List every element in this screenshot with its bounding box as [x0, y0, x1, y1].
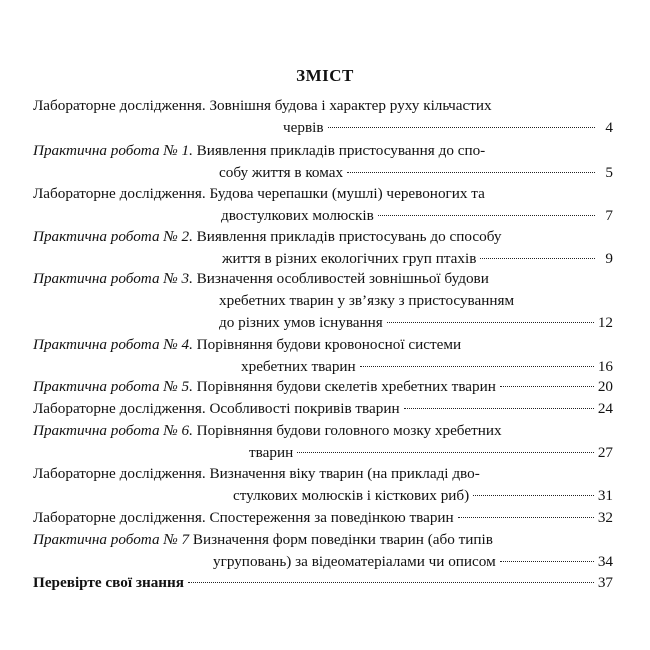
- toc-entry[interactable]: [33, 226, 613, 270]
- toc-entry-line: [33, 117, 613, 139]
- toc-entry[interactable]: [33, 376, 613, 398]
- toc-entry-label: Лабораторне дослідження.: [33, 465, 206, 482]
- toc-entry-line: [33, 290, 613, 312]
- toc-entry[interactable]: [33, 140, 613, 184]
- page-number: 12: [597, 314, 613, 331]
- toc-entry-text: Визначення особливостей зовнішньої будови: [196, 270, 489, 287]
- dot-leader: [387, 322, 594, 323]
- toc-entry-label: Лабораторне дослідження.: [33, 97, 206, 114]
- toc-entry-line: [33, 463, 613, 485]
- toc-entry-line: [33, 334, 613, 356]
- dot-leader: [347, 172, 595, 173]
- toc-entry-text: двостулкових молюсків: [221, 207, 374, 224]
- toc-entry-text: Порівняння будови головного мозку хребетних: [196, 422, 502, 439]
- dot-leader: [500, 386, 594, 387]
- toc-entry[interactable]: [33, 268, 613, 334]
- toc-entry-text: до різних умов існування: [219, 314, 383, 331]
- toc-entry-line: [33, 529, 613, 551]
- toc-entry-line: [33, 226, 613, 248]
- dot-leader: [404, 408, 594, 409]
- toc-entry[interactable]: [33, 334, 613, 378]
- dot-leader: [480, 258, 595, 259]
- toc-entry-line: [33, 485, 613, 507]
- toc-entry-line: [33, 312, 613, 334]
- toc-entry-text: стулкових молюсків і кісткових риб): [233, 487, 470, 504]
- page-number: 27: [597, 444, 613, 461]
- toc-entry-line: [33, 140, 613, 162]
- toc-entry-text: Визначення віку тварин (на прикладі дво-: [209, 465, 480, 482]
- page-number: 16: [597, 358, 613, 375]
- page-title: ЗМІСТ: [296, 66, 354, 85]
- toc-entry[interactable]: [33, 507, 613, 529]
- toc-entry-label: Практична робота № 3.: [33, 270, 193, 287]
- dot-leader: [500, 561, 594, 562]
- page-number: 31: [597, 487, 613, 504]
- toc-entry-line: [33, 507, 613, 529]
- toc-entry-line: [33, 248, 613, 270]
- toc-entry-line: [33, 95, 613, 117]
- page-number: 32: [597, 509, 613, 526]
- page-number: 4: [605, 119, 613, 136]
- toc-entry-label: Практична робота № 4.: [33, 336, 193, 353]
- dot-leader: [378, 215, 595, 216]
- page-number: 20: [597, 378, 613, 395]
- dot-leader: [473, 495, 594, 496]
- toc-entry-text: Порівняння будови скелетів хребетних тварин: [196, 378, 496, 395]
- page-number: 37: [597, 574, 613, 591]
- toc-entry-text: Виявлення прикладів пристосування до спо-: [196, 142, 486, 159]
- toc-entry-text: червів: [283, 119, 324, 136]
- page-number: 7: [605, 207, 613, 224]
- toc-entry[interactable]: [33, 529, 613, 573]
- toc-entry-text: Спостереження за поведінкою тварин: [209, 509, 454, 526]
- toc-entry-text: Будова черепашки (мушлі) черевоногих та: [209, 185, 485, 202]
- toc-entry-line: [33, 162, 613, 184]
- toc-entry-label: Практична робота № 7: [33, 531, 190, 548]
- toc-entry[interactable]: [33, 183, 613, 227]
- toc-entry-text: Виявлення прикладів пристосувань до способу: [196, 228, 502, 245]
- toc-entry-line: [33, 551, 613, 573]
- toc-entry-text: хребетних тварин у зв’язку з пристосуванням: [219, 292, 515, 309]
- toc-entry-label: Лабораторне дослідження.: [33, 509, 206, 526]
- toc-entry[interactable]: [33, 95, 613, 139]
- dot-leader: [360, 366, 594, 367]
- toc-entry-label: Лабораторне дослідження.: [33, 400, 206, 417]
- toc-entry-line: [33, 205, 613, 227]
- toc-entry[interactable]: [33, 398, 613, 420]
- dot-leader: [297, 452, 594, 453]
- toc-entry-text: Визначення форм поведінки тварин (або типів: [192, 531, 493, 548]
- toc-entry[interactable]: [33, 420, 613, 464]
- toc-entry-text: угруповань) за відеоматеріалами чи описом: [213, 553, 496, 570]
- toc-entry-text: собу життя в комах: [219, 164, 344, 181]
- toc-entry-label: Практична робота № 5.: [33, 378, 193, 395]
- toc-entry-label: Перевірте свої знання: [33, 574, 185, 591]
- dot-leader: [328, 127, 595, 128]
- toc-entry-text: життя в різних екологічних груп птахів: [222, 250, 477, 267]
- toc-entry-line: [33, 356, 613, 378]
- toc-entry-text: тварин: [249, 444, 294, 461]
- toc-entry-line: [33, 268, 613, 290]
- page-number: 24: [597, 400, 613, 417]
- toc-entry-text: Порівняння будови кровоносної системи: [196, 336, 462, 353]
- toc-entry-label: Практична робота № 2.: [33, 228, 193, 245]
- page-number: 9: [605, 250, 613, 267]
- toc-entry[interactable]: [33, 572, 613, 594]
- toc-entry-text: хребетних тварин: [241, 358, 356, 375]
- page-number: 5: [605, 164, 613, 181]
- toc-entry-line: [33, 420, 613, 442]
- toc-entry-line: [33, 398, 613, 420]
- dot-leader: [188, 582, 594, 583]
- toc-entry-text: Зовнішня будова і характер руху кільчастих: [209, 97, 492, 114]
- toc-entry[interactable]: [33, 463, 613, 507]
- toc-entry-line: [33, 442, 613, 464]
- toc-entry-label: Лабораторне дослідження.: [33, 185, 206, 202]
- toc-entry-label: Практична робота № 6.: [33, 422, 193, 439]
- dot-leader: [458, 517, 594, 518]
- toc-entry-label: Практична робота № 1.: [33, 142, 193, 159]
- page-number: 34: [597, 553, 613, 570]
- toc-entry-line: [33, 376, 613, 398]
- toc-entry-text: Особливості покривів тварин: [209, 400, 400, 417]
- toc-entry-line: [33, 572, 613, 594]
- toc-entry-line: [33, 183, 613, 205]
